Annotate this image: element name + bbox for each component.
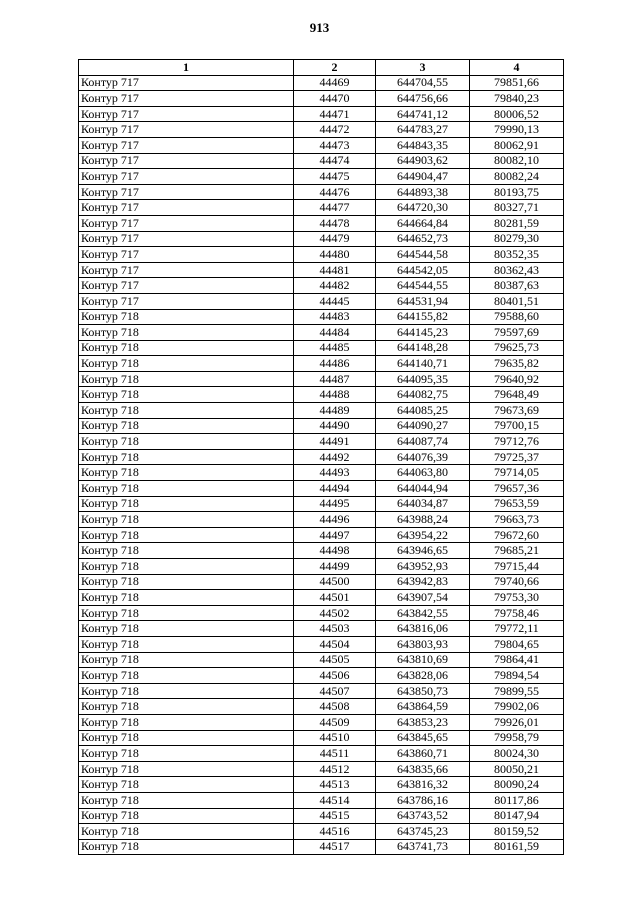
y-coordinate-cell: 79700,15 (470, 418, 564, 434)
table-row (79, 293, 564, 309)
contour-cell: Контур 718 (79, 792, 294, 808)
point-number-cell: 44516 (294, 824, 376, 840)
x-coordinate-cell: 644741,12 (376, 106, 470, 122)
x-coordinate-cell: 643845,65 (376, 730, 470, 746)
point-number-cell: 44476 (294, 184, 376, 200)
point-number-cell: 44495 (294, 496, 376, 512)
y-coordinate-cell: 80082,10 (470, 153, 564, 169)
x-coordinate-cell: 643946,65 (376, 543, 470, 559)
point-number-cell: 44485 (294, 340, 376, 356)
y-coordinate-cell: 79648,49 (470, 387, 564, 403)
point-number-cell: 44473 (294, 137, 376, 153)
y-coordinate-cell: 79663,73 (470, 512, 564, 528)
table-row (79, 714, 564, 730)
x-coordinate-cell: 643816,06 (376, 621, 470, 637)
y-coordinate-cell: 79672,60 (470, 527, 564, 543)
table-row (79, 231, 564, 247)
table-row (79, 590, 564, 606)
table-row (79, 449, 564, 465)
x-coordinate-cell: 644044,94 (376, 481, 470, 497)
point-number-cell: 44510 (294, 730, 376, 746)
x-coordinate-cell: 643907,54 (376, 590, 470, 606)
y-coordinate-cell: 80362,43 (470, 262, 564, 278)
contour-cell: Контур 718 (79, 449, 294, 465)
contour-cell: Контур 717 (79, 137, 294, 153)
coordinates-table (78, 59, 564, 855)
x-coordinate-cell: 643853,23 (376, 714, 470, 730)
x-coordinate-cell: 644903,62 (376, 153, 470, 169)
point-number-cell: 44472 (294, 122, 376, 138)
point-number-cell: 44508 (294, 699, 376, 715)
x-coordinate-cell: 643745,23 (376, 824, 470, 840)
point-number-cell: 44513 (294, 777, 376, 793)
contour-cell: Контур 718 (79, 527, 294, 543)
y-coordinate-cell: 80159,52 (470, 824, 564, 840)
table-row (79, 543, 564, 559)
point-number-cell: 44512 (294, 761, 376, 777)
x-coordinate-cell: 644652,73 (376, 231, 470, 247)
contour-cell: Контур 718 (79, 683, 294, 699)
y-coordinate-cell: 80352,35 (470, 247, 564, 263)
contour-cell: Контур 718 (79, 621, 294, 637)
table-row (79, 325, 564, 341)
point-number-cell: 44507 (294, 683, 376, 699)
contour-cell: Контур 717 (79, 262, 294, 278)
y-coordinate-cell: 80117,86 (470, 792, 564, 808)
contour-cell: Контур 718 (79, 839, 294, 855)
y-coordinate-cell: 79712,76 (470, 434, 564, 450)
point-number-cell: 44515 (294, 808, 376, 824)
contour-cell: Контур 718 (79, 496, 294, 512)
x-coordinate-cell: 644542,05 (376, 262, 470, 278)
y-coordinate-cell: 79715,44 (470, 559, 564, 575)
table-row (79, 465, 564, 481)
contour-cell: Контур 718 (79, 512, 294, 528)
y-coordinate-cell: 79758,46 (470, 605, 564, 621)
x-coordinate-cell: 644544,58 (376, 247, 470, 263)
x-coordinate-cell: 643988,24 (376, 512, 470, 528)
y-coordinate-cell: 79640,92 (470, 371, 564, 387)
table-row (79, 247, 564, 263)
x-coordinate-cell: 644034,87 (376, 496, 470, 512)
table-row (79, 262, 564, 278)
contour-cell: Контур 718 (79, 808, 294, 824)
x-coordinate-cell: 644843,35 (376, 137, 470, 153)
table-row (79, 527, 564, 543)
table-row (79, 137, 564, 153)
point-number-cell: 44474 (294, 153, 376, 169)
y-coordinate-cell: 79804,65 (470, 636, 564, 652)
table-row (79, 387, 564, 403)
contour-cell: Контур 718 (79, 746, 294, 762)
x-coordinate-cell: 644720,30 (376, 200, 470, 216)
table-row (79, 371, 564, 387)
point-number-cell: 44491 (294, 434, 376, 450)
contour-cell: Контур 717 (79, 106, 294, 122)
contour-cell: Контур 717 (79, 247, 294, 263)
contour-cell: Контур 718 (79, 574, 294, 590)
point-number-cell: 44505 (294, 652, 376, 668)
point-number-cell: 44488 (294, 387, 376, 403)
contour-cell: Контур 718 (79, 356, 294, 372)
point-number-cell: 44499 (294, 559, 376, 575)
contour-cell: Контур 718 (79, 403, 294, 419)
table-row (79, 605, 564, 621)
y-coordinate-cell: 80082,24 (470, 169, 564, 185)
table-row (79, 792, 564, 808)
table-row (79, 652, 564, 668)
contour-cell: Контур 718 (79, 340, 294, 356)
point-number-cell: 44509 (294, 714, 376, 730)
table-row (79, 184, 564, 200)
contour-cell: Контур 718 (79, 543, 294, 559)
contour-cell: Контур 718 (79, 418, 294, 434)
x-coordinate-cell: 643816,32 (376, 777, 470, 793)
x-coordinate-cell: 644893,38 (376, 184, 470, 200)
y-coordinate-cell: 80006,52 (470, 106, 564, 122)
contour-cell: Контур 717 (79, 293, 294, 309)
x-coordinate-cell: 644783,27 (376, 122, 470, 138)
point-number-cell: 44498 (294, 543, 376, 559)
x-coordinate-cell: 644704,55 (376, 75, 470, 91)
y-coordinate-cell: 80327,71 (470, 200, 564, 216)
point-number-cell: 44484 (294, 325, 376, 341)
point-number-cell: 44482 (294, 278, 376, 294)
y-coordinate-cell: 79685,21 (470, 543, 564, 559)
y-coordinate-cell: 79902,06 (470, 699, 564, 715)
y-coordinate-cell: 79673,69 (470, 403, 564, 419)
point-number-cell: 44483 (294, 309, 376, 325)
table-row (79, 106, 564, 122)
table-row (79, 75, 564, 91)
y-coordinate-cell: 80387,63 (470, 278, 564, 294)
contour-cell: Контур 718 (79, 559, 294, 575)
y-coordinate-cell: 79864,41 (470, 652, 564, 668)
y-coordinate-cell: 79597,69 (470, 325, 564, 341)
contour-cell: Контур 717 (79, 184, 294, 200)
table-row (79, 777, 564, 793)
contour-cell: Контур 718 (79, 636, 294, 652)
x-coordinate-cell: 644140,71 (376, 356, 470, 372)
contour-cell: Контур 718 (79, 481, 294, 497)
y-coordinate-cell: 79772,11 (470, 621, 564, 637)
point-number-cell: 44493 (294, 465, 376, 481)
contour-cell: Контур 718 (79, 590, 294, 606)
x-coordinate-cell: 644531,94 (376, 293, 470, 309)
x-coordinate-cell: 644544,55 (376, 278, 470, 294)
header-row (79, 60, 564, 76)
point-number-cell: 44477 (294, 200, 376, 216)
y-coordinate-cell: 79899,55 (470, 683, 564, 699)
table-row (79, 403, 564, 419)
table-row (79, 356, 564, 372)
table-row (79, 730, 564, 746)
y-coordinate-cell: 80147,94 (470, 808, 564, 824)
table-row (79, 574, 564, 590)
y-coordinate-cell: 79657,36 (470, 481, 564, 497)
x-coordinate-cell: 644082,75 (376, 387, 470, 403)
contour-cell: Контур 718 (79, 761, 294, 777)
point-number-cell: 44492 (294, 449, 376, 465)
table-row (79, 559, 564, 575)
contour-cell: Контур 718 (79, 371, 294, 387)
point-number-cell: 44511 (294, 746, 376, 762)
contour-cell: Контур 718 (79, 325, 294, 341)
x-coordinate-cell: 644085,25 (376, 403, 470, 419)
contour-cell: Контур 718 (79, 309, 294, 325)
point-number-cell: 44478 (294, 215, 376, 231)
x-coordinate-cell: 644664,84 (376, 215, 470, 231)
x-coordinate-cell: 644076,39 (376, 449, 470, 465)
table-row (79, 636, 564, 652)
point-number-cell: 44445 (294, 293, 376, 309)
table-row (79, 278, 564, 294)
x-coordinate-cell: 643803,93 (376, 636, 470, 652)
table-row (79, 434, 564, 450)
table-row (79, 91, 564, 107)
point-number-cell: 44486 (294, 356, 376, 372)
contour-cell: Контур 718 (79, 465, 294, 481)
x-coordinate-cell: 644090,27 (376, 418, 470, 434)
column-header-2: 2 (294, 60, 376, 76)
contour-cell: Контур 717 (79, 122, 294, 138)
contour-cell: Контур 717 (79, 215, 294, 231)
contour-cell: Контур 718 (79, 668, 294, 684)
x-coordinate-cell: 644095,35 (376, 371, 470, 387)
table-row (79, 340, 564, 356)
point-number-cell: 44496 (294, 512, 376, 528)
column-header-4: 4 (470, 60, 564, 76)
point-number-cell: 44490 (294, 418, 376, 434)
point-number-cell: 44494 (294, 481, 376, 497)
point-number-cell: 44500 (294, 574, 376, 590)
y-coordinate-cell: 79840,23 (470, 91, 564, 107)
point-number-cell: 44497 (294, 527, 376, 543)
y-coordinate-cell: 79714,05 (470, 465, 564, 481)
table-body (79, 75, 564, 855)
contour-cell: Контур 717 (79, 153, 294, 169)
y-coordinate-cell: 79635,82 (470, 356, 564, 372)
x-coordinate-cell: 644145,23 (376, 325, 470, 341)
y-coordinate-cell: 79851,66 (470, 75, 564, 91)
x-coordinate-cell: 643864,59 (376, 699, 470, 715)
table-row (79, 839, 564, 855)
point-number-cell: 44475 (294, 169, 376, 185)
y-coordinate-cell: 79588,60 (470, 309, 564, 325)
x-coordinate-cell: 643860,71 (376, 746, 470, 762)
contour-cell: Контур 717 (79, 75, 294, 91)
x-coordinate-cell: 643786,16 (376, 792, 470, 808)
x-coordinate-cell: 643850,73 (376, 683, 470, 699)
x-coordinate-cell: 643835,66 (376, 761, 470, 777)
table-row (79, 668, 564, 684)
x-coordinate-cell: 644148,28 (376, 340, 470, 356)
contour-cell: Контур 718 (79, 652, 294, 668)
table-row (79, 746, 564, 762)
point-number-cell: 44517 (294, 839, 376, 855)
x-coordinate-cell: 643741,73 (376, 839, 470, 855)
y-coordinate-cell: 79740,66 (470, 574, 564, 590)
table-row (79, 481, 564, 497)
x-coordinate-cell: 644904,47 (376, 169, 470, 185)
y-coordinate-cell: 79894,54 (470, 668, 564, 684)
table-row (79, 621, 564, 637)
table-row (79, 808, 564, 824)
y-coordinate-cell: 80279,30 (470, 231, 564, 247)
y-coordinate-cell: 79926,01 (470, 714, 564, 730)
y-coordinate-cell: 80062,91 (470, 137, 564, 153)
contour-cell: Контур 718 (79, 730, 294, 746)
x-coordinate-cell: 643952,93 (376, 559, 470, 575)
page-number: 913 (309, 20, 330, 35)
point-number-cell: 44501 (294, 590, 376, 606)
y-coordinate-cell: 79653,59 (470, 496, 564, 512)
y-coordinate-cell: 80050,21 (470, 761, 564, 777)
table-row (79, 169, 564, 185)
point-number-cell: 44502 (294, 605, 376, 621)
point-number-cell: 44503 (294, 621, 376, 637)
y-coordinate-cell: 80024,30 (470, 746, 564, 762)
contour-cell: Контур 717 (79, 169, 294, 185)
point-number-cell: 44481 (294, 262, 376, 278)
x-coordinate-cell: 644063,80 (376, 465, 470, 481)
y-coordinate-cell: 79958,79 (470, 730, 564, 746)
table-row (79, 761, 564, 777)
contour-cell: Контур 717 (79, 200, 294, 216)
y-coordinate-cell: 80193,75 (470, 184, 564, 200)
x-coordinate-cell: 643810,69 (376, 652, 470, 668)
contour-cell: Контур 718 (79, 714, 294, 730)
x-coordinate-cell: 643828,06 (376, 668, 470, 684)
y-coordinate-cell: 80281,59 (470, 215, 564, 231)
x-coordinate-cell: 643842,55 (376, 605, 470, 621)
contour-cell: Контур 718 (79, 699, 294, 715)
point-number-cell: 44470 (294, 91, 376, 107)
table-row (79, 699, 564, 715)
point-number-cell: 44471 (294, 106, 376, 122)
table-row (79, 309, 564, 325)
y-coordinate-cell: 79990,13 (470, 122, 564, 138)
table-row (79, 418, 564, 434)
point-number-cell: 44489 (294, 403, 376, 419)
point-number-cell: 44506 (294, 668, 376, 684)
contour-cell: Контур 717 (79, 278, 294, 294)
table-row (79, 215, 564, 231)
x-coordinate-cell: 643942,83 (376, 574, 470, 590)
column-header-3: 3 (376, 60, 470, 76)
point-number-cell: 44480 (294, 247, 376, 263)
y-coordinate-cell: 80090,24 (470, 777, 564, 793)
table-row (79, 683, 564, 699)
table-row (79, 200, 564, 216)
contour-cell: Контур 717 (79, 91, 294, 107)
table-row (79, 496, 564, 512)
x-coordinate-cell: 643743,52 (376, 808, 470, 824)
y-coordinate-cell: 79725,37 (470, 449, 564, 465)
x-coordinate-cell: 644155,82 (376, 309, 470, 325)
contour-cell: Контур 718 (79, 434, 294, 450)
y-coordinate-cell: 79625,73 (470, 340, 564, 356)
y-coordinate-cell: 80161,59 (470, 839, 564, 855)
point-number-cell: 44469 (294, 75, 376, 91)
contour-cell: Контур 718 (79, 777, 294, 793)
table-row (79, 153, 564, 169)
table-row (79, 122, 564, 138)
point-number-cell: 44514 (294, 792, 376, 808)
x-coordinate-cell: 644756,66 (376, 91, 470, 107)
y-coordinate-cell: 79753,30 (470, 590, 564, 606)
table-row (79, 824, 564, 840)
point-number-cell: 44479 (294, 231, 376, 247)
point-number-cell: 44487 (294, 371, 376, 387)
y-coordinate-cell: 80401,51 (470, 293, 564, 309)
contour-cell: Контур 718 (79, 387, 294, 403)
column-header-1: 1 (79, 60, 294, 76)
table-row (79, 512, 564, 528)
x-coordinate-cell: 644087,74 (376, 434, 470, 450)
x-coordinate-cell: 643954,22 (376, 527, 470, 543)
point-number-cell: 44504 (294, 636, 376, 652)
contour-cell: Контур 718 (79, 824, 294, 840)
contour-cell: Контур 717 (79, 231, 294, 247)
contour-cell: Контур 718 (79, 605, 294, 621)
